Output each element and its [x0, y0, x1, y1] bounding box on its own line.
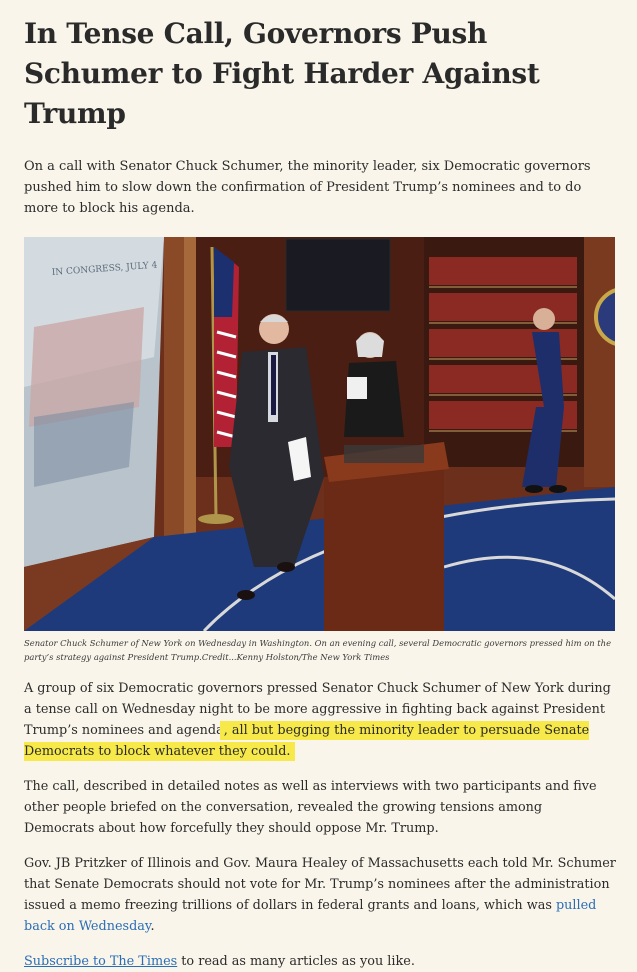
- photo-caption: [24, 636, 616, 664]
- paragraph-1-text: A group of six Democratic governors pressed Senator Chuck Schumer of New York during a tense call on Wednesday night to be more aggressive in fighting back against President Trump’s nominees and agenda: [24, 681, 611, 738]
- paragraph-3-text: Gov. JB Pritzker of Illinois and Gov. Maura Healey of Massachusetts each told Mr. Schumer that Senate Democrats should not vote for Mr. Trump’s nominees after the administration issued a memo freezing trillions of dollars in federal grants and loans, which was: [24, 856, 616, 913]
- press-room-photo: [24, 237, 615, 631]
- tv-screen: [286, 239, 390, 311]
- highlighted-text[interactable]: , all but begging the minority leader to persuade Senate Democrats to block whatever they could.: [24, 723, 590, 759]
- subscribe-link[interactable]: Subscribe to The Times: [24, 954, 178, 969]
- subscribe-tail: to read as many articles as you like.: [177, 954, 415, 969]
- article-photo: [24, 237, 615, 631]
- article: [24, 0, 616, 972]
- aide-head: [533, 308, 555, 330]
- backdrop-text: IN CONGRESS, JULY 4: [51, 260, 158, 278]
- podium: [324, 465, 444, 631]
- paragraph-3: [24, 853, 616, 937]
- paragraph-2: The call, described in detailed notes as well as interviews with two participants and five other people briefed on the conversation, revealed the growing tensions among Democrats about how forcefully they should oppose Mr. Trump.: [24, 779, 597, 836]
- article-summary: On a call with Senator Chuck Schumer, the minority leader, six Democratic governors pushed him to slow down the confirmation of President Trump’s nominees and to do more to block his agenda.: [24, 159, 591, 216]
- pulled-back-link[interactable]: pulled back on Wednesday: [24, 898, 597, 934]
- paragraph-1: [24, 678, 616, 762]
- subscribe-paragraph: [24, 951, 616, 972]
- caption-text: Senator Chuck Schumer of New York on Wednesday in Washington. On an evening call, several Democratic governors pressed him on the party’s strategy against President Trump.: [24, 638, 612, 662]
- photo-credit: Credit...Kenny Holston/The New York Times: [201, 652, 390, 662]
- headline: In Tense Call, Governors Push Schumer to Fight Harder Against Trump: [24, 17, 540, 130]
- paragraph-3-tail: .: [150, 919, 155, 934]
